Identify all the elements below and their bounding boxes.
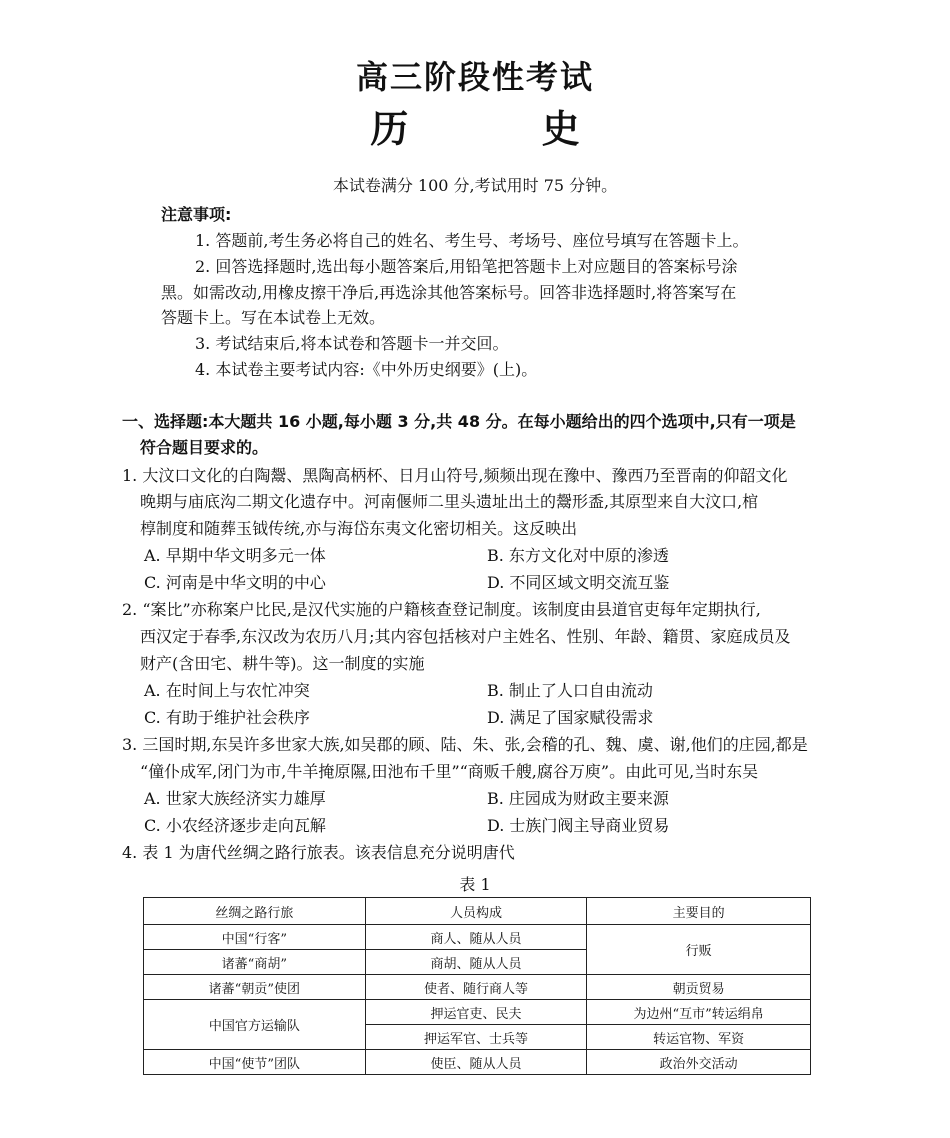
section-heading-cont: 符合题目要求的。 [140,438,269,457]
question-3-option-a[interactable]: A. 世家大族经济实力雄厚 [144,789,326,808]
table-row [144,1000,811,1025]
question-1-text: 椁制度和随葬玉钺传统,亦与海岱东夷文化密切相关。这反映出 [140,519,578,538]
table-cell: 政治外交活动 [587,1050,811,1075]
question-2-text: 财产(含田宅、耕牛等)。这一制度的实施 [140,654,425,673]
notice-line: 答题卡上。写在本试卷上无效。 [161,308,386,327]
table-cell: 中国“使节”团队 [144,1050,366,1075]
question-1-text: 1. 大汶口文化的白陶鬶、黑陶高柄杯、日月山符号,频频出现在豫中、豫西乃至晋南的仰韶文化 [122,466,788,485]
table-cell: 中国官方运输队 [144,1000,366,1050]
notice-heading: 注意事项: [161,205,232,224]
table-cell: 押运官吏、民夫 [365,1000,587,1025]
table-row [144,1050,811,1075]
subject-title: 历 史 [370,107,640,151]
question-2-option-c[interactable]: C. 有助于维护社会秩序 [144,708,310,727]
question-3-option-b[interactable]: B. 庄园成为财政主要来源 [487,789,669,808]
silk-road-table [143,897,811,1075]
notice-line: 3. 考试结束后,将本试卷和答题卡一并交回。 [195,334,509,353]
question-2-text: 西汉定于春季,东汉改为农历八月;其内容包括核对户主姓名、性别、年龄、籍贯、家庭成员及 [140,627,791,646]
table-cell: 使者、随行商人等 [365,975,587,1000]
question-2-option-d[interactable]: D. 满足了国家赋役需求 [487,708,654,727]
question-2-option-b[interactable]: B. 制止了人口自由流动 [487,681,653,700]
table-header-cell: 主要目的 [587,898,811,925]
table-cell: 使臣、随从人员 [365,1050,587,1075]
question-2-option-a[interactable]: A. 在时间上与农忙冲突 [144,681,310,700]
page-cutoff [0,1082,950,1138]
table-cell: 为边州“互市”转运绢帛 [587,1000,811,1025]
question-1-text: 晚期与庙底沟二期文化遗存中。河南偃师二里头遗址出土的鬶形盉,其原型来自大汶口,棺 [140,492,759,511]
question-2-text: 2. “案比”亦称案户比民,是汉代实施的户籍核查登记制度。该制度由县道官吏每年定期执行, [122,600,761,619]
table-header-row [144,898,811,925]
table-caption: 表 1 [459,875,491,894]
question-1-option-b[interactable]: B. 东方文化对中原的渗透 [487,546,669,565]
exam-info: 本试卷满分 100 分,考试用时 75 分钟。 [332,176,618,195]
question-3-text: 3. 三国时期,东吴许多世家大族,如吴郡的顾、陆、朱、张,会稽的孔、魏、虞、谢,他们的庄园,都是 [122,735,808,754]
notice-line: 4. 本试卷主要考试内容:《中外历史纲要》(上)。 [195,360,538,379]
table-row [144,925,811,950]
table-header-cell: 人员构成 [365,898,587,925]
table-cell: 押运军官、士兵等 [365,1025,587,1050]
question-1-option-c[interactable]: C. 河南是中华文明的中心 [144,573,326,592]
question-1-option-a[interactable]: A. 早期中华文明多元一体 [144,546,326,565]
notice-line: 1. 答题前,考生务必将自己的姓名、考生号、考场号、座位号填写在答题卡上。 [195,231,749,250]
notice-line: 黑。如需改动,用橡皮擦干净后,再选涂其他答案标号。回答非选择题时,将答案写在 [161,283,737,302]
table-cell: 商胡、随从人员 [365,950,587,975]
table-cell: 朝贡贸易 [587,975,811,1000]
notice-line: 2. 回答选择题时,选出每小题答案后,用铅笔把答题卡上对应题目的答案标号涂 [195,257,738,276]
table-row [144,975,811,1000]
section-heading: 一、选择题:本大题共 16 小题,每小题 3 分,共 48 分。在每小题给出的四个选项中,只有一项是 [122,412,796,431]
question-3-text: “僮仆成军,闭门为市,牛羊掩原隰,田池布千里”“商贩千艘,腐谷万庾”。由此可见,当时东吴 [140,762,759,781]
question-3-option-c[interactable]: C. 小农经济逐步走向瓦解 [144,816,326,835]
table-cell: 诸蕃“商胡” [144,950,366,975]
question-1-option-d[interactable]: D. 不同区域文明交流互鉴 [487,573,670,592]
table-header-cell: 丝绸之路行旅 [144,898,366,925]
question-4-text: 4. 表 1 为唐代丝绸之路行旅表。该表信息充分说明唐代 [122,843,515,862]
table-cell: 中国“行客” [144,925,366,950]
table-cell: 行贩 [587,925,811,975]
table-cell: 商人、随从人员 [365,925,587,950]
question-3-option-d[interactable]: D. 士族门阀主导商业贸易 [487,816,670,835]
table-cell: 诸蕃“朝贡”使团 [144,975,366,1000]
exam-title: 高三阶段性考试 [355,58,594,96]
table-cell: 转运官物、军资 [587,1025,811,1050]
